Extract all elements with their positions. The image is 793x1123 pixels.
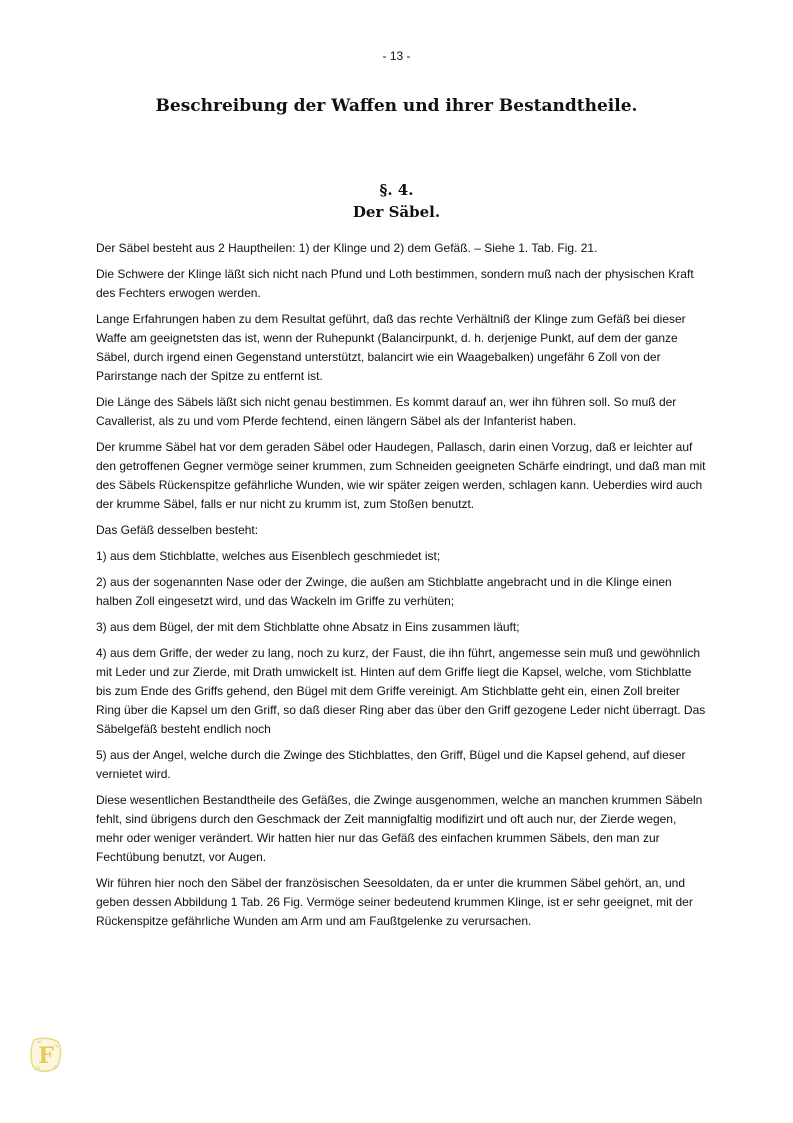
paragraph: Diese wesentlichen Bestandtheile des Gefäßes, die Zwinge ausgenommen, welche an manchen krummen Säbeln fehlt, sind übrigens durch den Geschmack der Zeit mannigfaltig modifizirt und oft auch nur, der Zierde wegen, mehr oder weniger verändert. Wir hatten hier nur das Gefäß des einfachen krummen Säbels, den man zur Fechtübung benutzt, vor Augen. xyxy=(96,793,703,864)
paragraph: Wir führen hier noch den Säbel der französischen Seesoldaten, da er unter die krummen Säbel gehört, an, und geben dessen Abbildung 1 Tab. 26 Fig. Vermöge seiner bedeutend krummen Klinge, ist er sehr geeignet, mit der Rückenspitze gefährliche Wunden am Arm und am Faußtgelenke zu verursachen. xyxy=(96,876,693,928)
seal-icon xyxy=(28,1036,64,1074)
section-number: §. 4. xyxy=(379,181,414,199)
list-item: 1) aus dem Stichblatte, welches aus Eisenblech geschmiedet ist; xyxy=(96,549,441,563)
paragraph: Der krumme Säbel hat vor dem geraden Säbel oder Haudegen, Pallasch, darin einen Vorzug, daß er leichter auf den getroffenen Gegner vermöge seiner krummen, zum Schneiden geeigneten Schärfe eindringt, und daß man mit des Säbels Rückenspitze gefährliche Wunden, wie wir später zeigen werden, schlagen kann. Ueberdies wird auch der krumme Säbel, falls er nur nicht zu krumm ist, zum Stoßen benutzt. xyxy=(96,440,706,511)
body-text xyxy=(96,239,706,938)
page-heading: Beschreibung der Waffen und ihrer Bestandtheile. xyxy=(155,96,638,116)
list-item: 5) aus der Angel, welche durch die Zwinge des Stichblattes, den Griff, Bügel und die Kapsel gehend, auf dieser vernietet wird. xyxy=(96,748,686,781)
seal-graphic xyxy=(28,1036,64,1074)
paragraph: Die Länge des Säbels läßt sich nicht genau bestimmen. Es kommt darauf an, wer ihn führen soll. So muß der Cavallerist, als zu und vom Pferde fechtend, einen längern Säbel als der Infanterist haben. xyxy=(96,395,677,428)
paragraph: Die Schwere der Klinge läßt sich nicht nach Pfund und Loth bestimmen, sondern muß nach der physischen Kraft des Fechters erwogen werden. xyxy=(96,267,694,300)
list-item: 3) aus dem Bügel, der mit dem Stichblatte ohne Absatz in Eins zusammen läuft; xyxy=(96,620,520,634)
page-number: - 13 - xyxy=(382,49,411,63)
paragraph: Der Säbel besteht aus 2 Hauptheilen: 1) der Klinge und 2) dem Gefäß. – Siehe 1. Tab. Fig. 21. xyxy=(96,241,598,255)
list-item: 4) aus dem Griffe, der weder zu lang, noch zu kurz, der Faust, die ihn führt, angemesse sein muß und gewöhnlich mit Leder und zur Zierde, mit Drath umwickelt ist. Hinten auf dem Griffe liegt die Kapsel, welche, vom Stichblatte bis zum Ende des Griffs gehend, den Bügel mit dem Griffe vereinigt. Am Stichblatte geht ein, einen Zoll breiter Ring über die Kapsel um den Griff, so daß dieser Ring aber das über den Griff gezogene Leder nicht überragt. Das Säbelgefäß besteht endlich noch xyxy=(96,646,706,736)
list-item: 2) aus der sogenannten Nase oder der Zwinge, die außen am Stichblatte angebracht und in die Klinge einen halben Zoll eingesetzt wird, und das Wackeln im Griffe zu verhüten; xyxy=(96,575,672,608)
paragraph: Das Gefäß desselben besteht: xyxy=(96,523,259,537)
section-title: Der Säbel. xyxy=(352,203,441,221)
seal-letter: F xyxy=(38,1043,54,1069)
paragraph: Lange Erfahrungen haben zu dem Resultat geführt, daß das rechte Verhältniß der Klinge zum Gefäß bei dieser Waffe am geeignetsten das ist, wenn der Ruhepunkt (Balancirpunkt, d. h. derjenige Punkt, auf dem der ganze Säbel, durch irgend einen Gegenstand unterstützt, balancirt wie ein Waagebalken) ungefähr 6 Zoll von der Parirstange nach der Spitze zu entfernt ist. xyxy=(96,312,686,383)
